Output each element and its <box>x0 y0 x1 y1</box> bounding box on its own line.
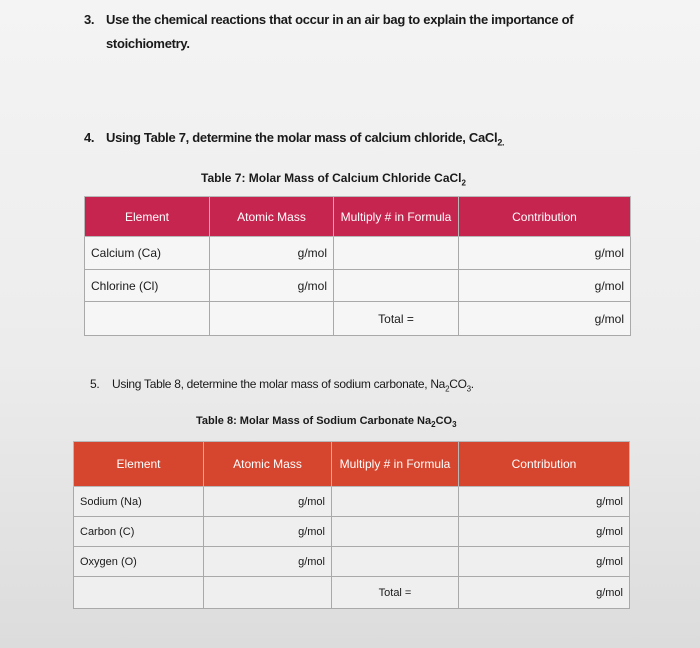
total-cell[interactable]: g/mol <box>459 302 631 336</box>
table-7-caption: Table 7: Molar Mass of Calcium Chloride CaCl$_2$ <box>201 171 466 188</box>
table-7-header-atomic-mass: Atomic Mass <box>210 197 334 237</box>
atomic-mass-cell[interactable]: g/mol <box>210 237 334 270</box>
question-4-subscript: 2. <box>497 137 505 148</box>
atomic-mass-cell[interactable]: g/mol <box>204 517 332 547</box>
question-3 <box>84 12 644 56</box>
table-8-caption: Table 8: Molar Mass of Sodium Carbonate $Na_2CO_3$ <box>196 415 457 430</box>
element-cell: Oxygen (O) <box>74 547 204 577</box>
table-row <box>85 270 631 302</box>
table-7-header-multiply: Multiply # in Formula <box>334 197 459 237</box>
table-8-header-atomic-mass: Atomic Mass <box>204 442 332 487</box>
table-row <box>74 547 630 577</box>
element-cell: Carbon (C) <box>74 517 204 547</box>
total-cell[interactable]: g/mol <box>459 577 630 609</box>
question-4 <box>84 130 584 150</box>
table-8-header-row <box>74 442 630 487</box>
question-4-number: 4. <box>84 130 95 145</box>
question-4-text: Using Table 7, determine the molar mass of calcium chloride, CaCl$_{2.}$ <box>106 130 505 148</box>
multiply-cell[interactable] <box>334 270 459 302</box>
empty-cell <box>210 302 334 336</box>
table-7 <box>84 196 631 336</box>
total-label: Total = <box>332 577 459 609</box>
contribution-cell[interactable]: g/mol <box>459 487 630 517</box>
element-cell: Sodium (Na) <box>74 487 204 517</box>
contribution-cell[interactable]: g/mol <box>459 547 630 577</box>
table-row <box>74 517 630 547</box>
multiply-cell[interactable] <box>332 547 459 577</box>
table-7-header-element: Element <box>85 197 210 237</box>
table-8 <box>73 441 630 609</box>
question-5-text: Using Table 8, determine the molar mass of sodium carbonate, $Na_2CO_3$. <box>112 377 474 394</box>
element-cell: Chlorine (Cl) <box>85 270 210 302</box>
atomic-mass-cell[interactable]: g/mol <box>204 547 332 577</box>
contribution-cell[interactable]: g/mol <box>459 237 631 270</box>
table-row <box>74 487 630 517</box>
table-8-header-multiply: Multiply # in Formula <box>332 442 459 487</box>
question-3-number: 3. <box>84 12 95 27</box>
table-7-header-contribution: Contribution <box>459 197 631 237</box>
atomic-mass-cell[interactable]: g/mol <box>204 487 332 517</box>
empty-cell <box>74 577 204 609</box>
multiply-cell[interactable] <box>334 237 459 270</box>
question-5-number: 5. <box>90 377 100 391</box>
table-8-total-row <box>74 577 630 609</box>
contribution-cell[interactable]: g/mol <box>459 270 631 302</box>
question-3-text-cont: stoichiometry. <box>106 36 190 51</box>
total-label: Total = <box>334 302 459 336</box>
contribution-cell[interactable]: g/mol <box>459 517 630 547</box>
multiply-cell[interactable] <box>332 487 459 517</box>
atomic-mass-cell[interactable]: g/mol <box>210 270 334 302</box>
table-8-header-contribution: Contribution <box>459 442 630 487</box>
empty-cell <box>85 302 210 336</box>
table-8-header-element: Element <box>74 442 204 487</box>
empty-cell <box>204 577 332 609</box>
table-7-header-row <box>85 197 631 237</box>
question-5 <box>90 377 590 397</box>
question-3-text: Use the chemical reactions that occur in an air bag to explain the importance of <box>106 12 574 27</box>
table-row <box>85 237 631 270</box>
element-cell: Calcium (Ca) <box>85 237 210 270</box>
table-7-total-row <box>85 302 631 336</box>
multiply-cell[interactable] <box>332 517 459 547</box>
